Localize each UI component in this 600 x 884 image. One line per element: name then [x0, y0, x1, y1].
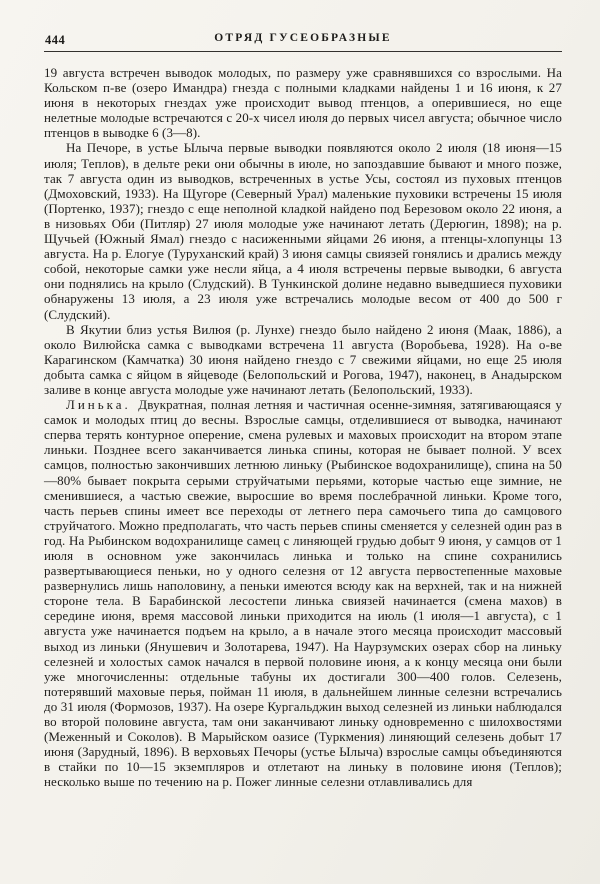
running-title: ОТРЯД ГУСЕОБРАЗНЫЕ [214, 32, 392, 44]
molt-term-label: Линька. [66, 397, 131, 413]
text-block [44, 65, 562, 790]
paragraph-yakutia: В Якутии близ устья Вилюя (р. Лунхе) гнездо было найдено 2 июня (Маак, 1886), а около Вилюйска самка с выводками встречена 11 августа (Воробьева, 1928). На о-ве Карагинском (Камчатка) 30 июня найдено гнездо с 7 свежими яйцами, но еще 25 июля добыта самка с яйцом в яйцеводе (Белопольский и Рогова, 1947), наконец, в Анадырском заливе в конце августа молодые уже начинают летать (Белопольский, 1933). [44, 321, 562, 397]
header-rule [44, 51, 562, 52]
paragraph-broods: 19 августа встречен выводок молодых, по размеру уже сравнявшихся со взрослыми. На Кольском п-ве (озеро Имандра) гнезда с полными кладками найдены 1 и 16 июня, к 27 июня в некоторых гнездах уже происходит вывод птенцов, а оперившиеся, но еще нелетные молодые встречаются с 20-х чисел июля до первых чисел августа; обычное число птенцов в выводке 6 (3—8). [44, 65, 562, 141]
paragraph-pechora: На Печоре, в устье Ылыча первые выводки появляются около 2 июля (18 июня—15 июля; Теплов), в дельте реки они обычны в июле, но запоздавшие бывают и много позже, так 7 августа один из выводков, встреченных в устье Усы, состоял из пуховых птенцов (Дмоховский, 1933). На Щугоре (Северный Урал) маленькие пуховики встречены 15 июля (Портенко, 1937); гнездо с еще неполной кладкой найдено под Березовом около 22 июня, а в низовьях Оби (Питляр) 27 июля молодые уже начинают летать (Дерюгин, 1898); на р. Щучьей (Южный Ямал) гнездо с насиженными яйцами 26 июня, а птенцы-хлопунцы 13 августа. На р. Елогуе (Туруханский край) 3 июня самцы свиязей гонялись и дрались между собой, некоторые самки уже несли яйца, а 4 июля встречены первые выводки, 6 августа они поднялись на крыло (Слудский). В Тункинской долине недавно выведшиеся пуховики обнаружены 13 июля, а 23 июля уже встречались молодые весом от 400 до 500 г (Слудский). [44, 140, 562, 322]
page-number: 444 [45, 33, 66, 47]
paragraph-molt [44, 397, 562, 789]
molt-paragraph-text: Двукратная, полная летняя и частичная осенне-зимняя, затягивающаяся у самок и молодых птиц до весны. Взрослые самцы, отделившиеся от выводка, начинают сперва терять контурное оперение, смена рулевых и маховых происходит на втором этапе линьки. Позднее всего заканчивается линька спины, которая не бывает полной. У всех самцов, полностью закончивших летнюю линьку (Рыбинское водохранилище), спина на 50—80% бывает покрыта серыми струйчатыми перьями, которые частью еще зимние, не сменившиеся, а частью свежие, выросшие во время послебрачной линьки. Кроме того, часть перьев спины имеет все переходы от летнего пера самочьего типа до самцового струйчатого. Можно предполагать, что часть перьев спины сменяется у селезней один раз в год. На Рыбинском водохранилище самец с линяющей грудью добыт 9 июня, у самцов от 1 июля в основном уже закончилась линька и только на спине сохранились развертывающиеся пеньки, но у одного селезня от 12 августа первостепенные маховые развернулись лишь наполовину, а пеньки имеются всюду как на верхней, так и на нижней стороне тела. В Барабинской лесостепи линька свиязей начинается (смена махов) в середине июня, время массовой линьки приходится на июль (1 июля—1 августа), с 1 августа уже начинается подъем на крыло, а в начале этого месяца происходит массовый выход из линьки (Янушевич и Золотарева, 1947). На Наурзумских озерах сбор на линьку селезней и холостых самок начался в первой половине июня, а к концу месяца они были уже многочисленны: отдельные табуны их достигали 300—400 голов. Селезень, потерявший маховые перья, пойман 11 июля, в дальнейшем линные селезни встречались до 31 июля (Формозов, 1937). На озере Кургальджин выход селезней из линьки наблюдался во второй половине августа, там они заканчивают линьку одновременно с шилохвостями (Меженный и Соколов). В Марыйском оазисе (Туркмения) линяющий селезень добыт 17 июня (Зарудный, 1896). В верховьях Печоры (устье Ылыча) взрослые самцы объединяются в стайки по 10—15 экземпляров и отлетают на линьку в половине июня (Теплов); несколько выше по течению на р. Пожег линные селезни отлавливались для [44, 397, 562, 790]
page-header [44, 32, 562, 48]
